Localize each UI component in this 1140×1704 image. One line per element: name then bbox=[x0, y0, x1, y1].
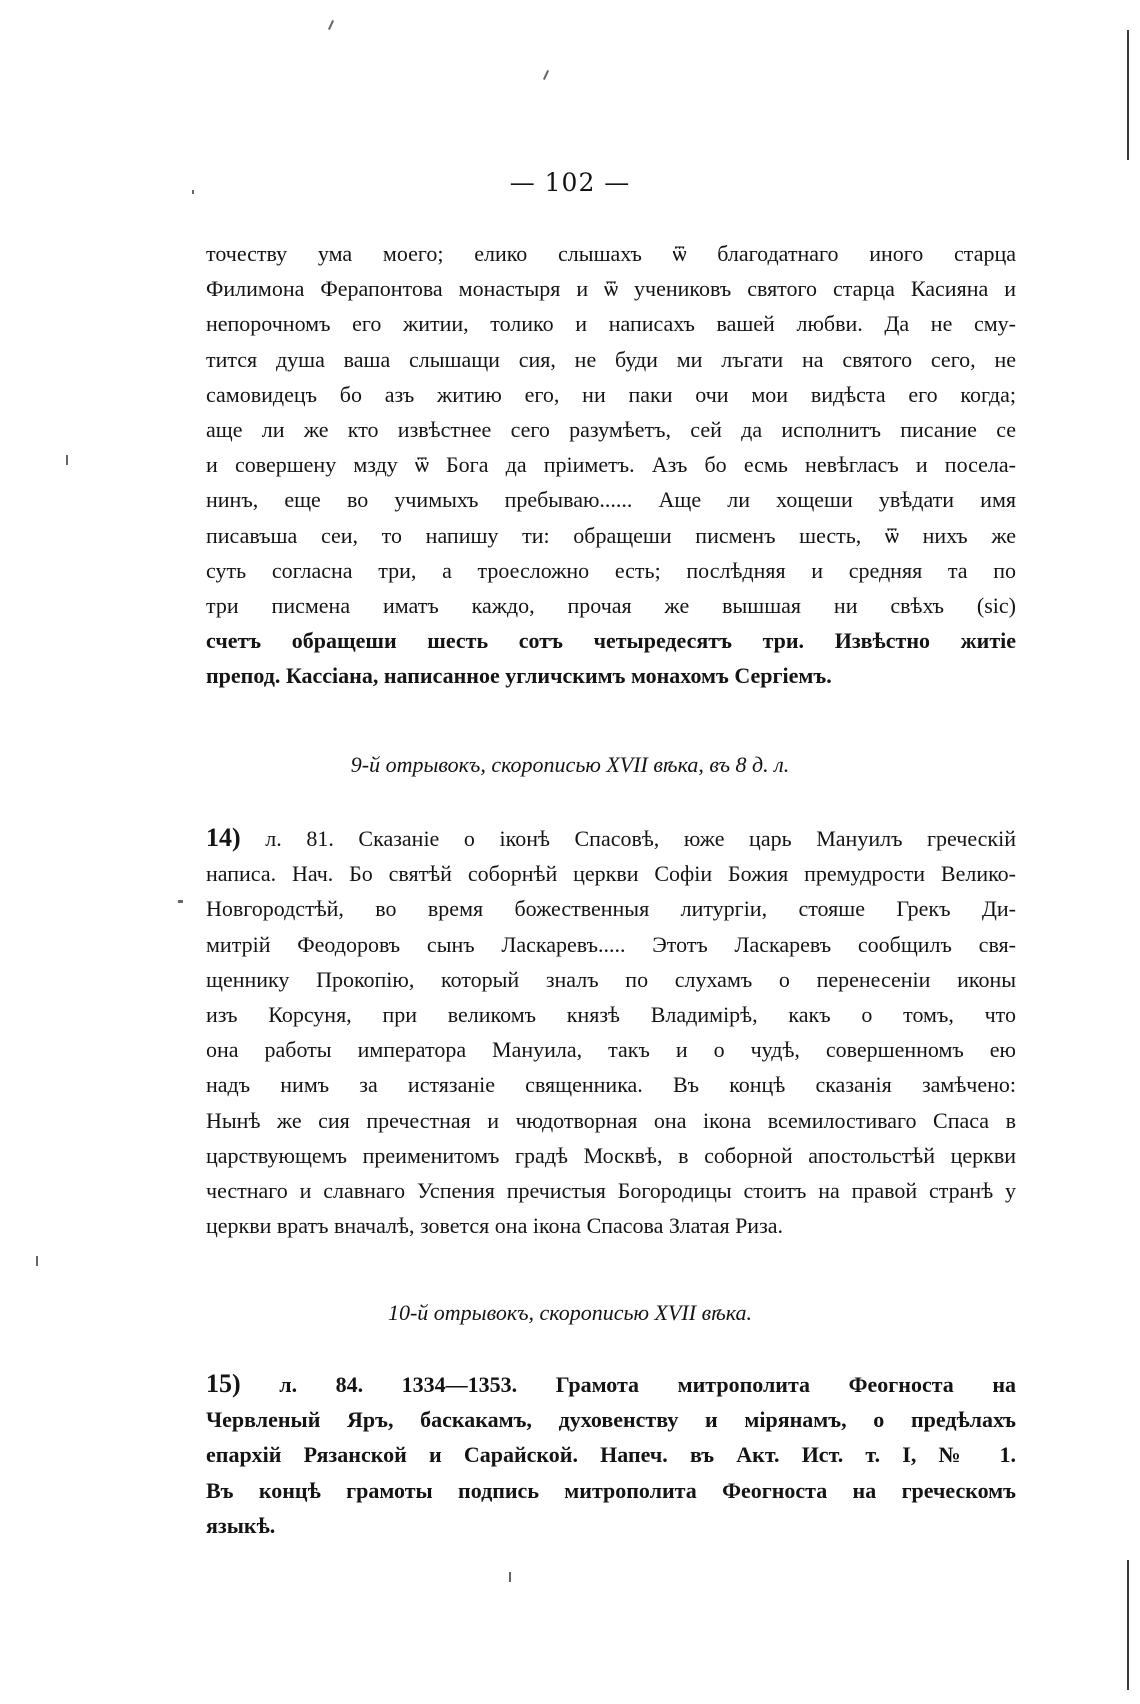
section-heading-9: 9-й отрывокъ, скорописью XVII вѣка, въ 8 д. л. bbox=[350, 752, 790, 777]
text-line: суть согласна три, а троесложно есть; послѣдняя и средняя та по bbox=[206, 557, 1016, 583]
entry-14 bbox=[206, 820, 1016, 1243]
text-line: Новгородстѣй, во время божественныя литургiи, стояше Грекъ Ди- bbox=[206, 896, 1016, 922]
entry-15 bbox=[206, 1366, 1016, 1543]
scan-edge-line bbox=[1127, 1560, 1129, 1690]
section-vita-excerpt bbox=[206, 236, 1016, 694]
text-line: она работы императора Мануила, такъ и о чудѣ, совершенномъ ею bbox=[206, 1037, 1016, 1063]
text-line-content: л. 84. 1334—1353. Грамота митрополита Феогноста на bbox=[279, 1372, 1016, 1397]
text-line: и совершену мзду ѿ Бога да прiиметъ. Азъ бо есмь невѣгласъ и посела- bbox=[206, 452, 1016, 478]
text-line: аще ли же кто извѣстнее сего разумѣетъ, сей да исполнитъ писание се bbox=[206, 417, 1016, 443]
text-line: изъ Корсуня, при великомъ князѣ Владимiрѣ, какъ о томъ, что bbox=[206, 1002, 1016, 1028]
entry-number: 15) bbox=[206, 1369, 241, 1398]
text-line: честнаго и славнаго Успения пречистыя Богородицы стоитъ на правой странѣ у bbox=[206, 1178, 1016, 1204]
text-line: нинъ, еще во учимыхъ пребываю...... Аще ли хощеши увѣдати имя bbox=[206, 487, 1016, 513]
text-line: Въ концѣ грамоты подпись митрополита Феогноста на греческомъ bbox=[206, 1477, 1016, 1503]
section-heading-10: 10-й отрывокъ, скорописью XVII вѣка. bbox=[387, 1300, 753, 1325]
page-number: — 102 — bbox=[509, 168, 631, 197]
scan-speck bbox=[543, 70, 549, 80]
scan-speck bbox=[36, 1256, 38, 1266]
text-line: щеннику Прокопiю, который зналъ по слухамъ о перенесенiи иконы bbox=[206, 966, 1016, 992]
text-line: Филимона Ферапонтова монастыря и ѿ учениковъ святого старца Касияна и bbox=[206, 276, 1016, 302]
text-line: три писмена иматъ каждо, прочая же вышшая ни свѣхъ (sic) bbox=[206, 593, 1016, 619]
text-line: надъ нимъ за истязанiе священника. Въ концѣ сказанiя замѣчено: bbox=[206, 1072, 1016, 1098]
text-line: Червленый Яръ, баскакамъ, духовенству и мiрянамъ, о предѣлахъ bbox=[206, 1407, 1016, 1433]
scan-speck bbox=[66, 455, 68, 465]
text-line bbox=[206, 820, 1016, 856]
text-line: митрiй Феодоровъ сынъ Ласкаревъ..... Этотъ Ласкаревъ сообщилъ свя- bbox=[206, 931, 1016, 957]
text-line: препод. Кассiана, написанное угличскимъ монахомъ Сергiемъ. bbox=[206, 663, 832, 689]
text-line: церкви вратъ вначалѣ, зовется она iкона Спасова Златая Риза. bbox=[206, 1213, 784, 1239]
text-line: тится душа ваша слышащи сия, не буди ми лъгати на святого сего, не bbox=[206, 346, 1016, 372]
scan-speck bbox=[328, 20, 334, 30]
text-line: языкѣ. bbox=[206, 1512, 276, 1538]
text-line: счетъ обращеши шесть сотъ четыредесятъ три. Извѣстно житiе bbox=[206, 628, 1016, 654]
text-line: епархiй Рязанской и Сарайской. Напеч. въ Акт. Ист. т. I, № 1. bbox=[206, 1442, 1016, 1468]
text-line: царствующемъ преименитомъ градѣ Москвѣ, в соборной апостольстѣй церкви bbox=[206, 1142, 1016, 1168]
text-line: Нынѣ же сия пречестная и чюдотворная она iкона всемилостиваго Спаса в bbox=[206, 1107, 1016, 1133]
text-line: писавъша сеи, то напишу ти: обращеши писменъ шесть, ѿ нихъ же bbox=[206, 522, 1016, 548]
entry-number: 14) bbox=[206, 823, 241, 852]
text-line: непорочномъ его житии, толико и написахъ вашей любви. Да не сму- bbox=[206, 311, 1016, 337]
text-line bbox=[206, 1366, 1016, 1402]
text-line: точеству ума моего; елико слышахъ ѿ благодатнаго иного старца bbox=[206, 241, 1016, 266]
scan-speck bbox=[509, 1572, 511, 1582]
scan-edge-line bbox=[1127, 30, 1129, 160]
text-line-content: л. 81. Сказанiе о iконѣ Спасовѣ, юже царь Мануилъ греческiй bbox=[265, 826, 1016, 851]
scan-speck bbox=[178, 900, 183, 903]
text-line: написа. Нач. Бо святѣй соборнѣй церкви Софiи Божия премудрости Велико- bbox=[206, 861, 1016, 887]
text-line: самовидецъ бо азъ житию его, ни паки очи мои видѣста его когда; bbox=[206, 381, 1016, 407]
